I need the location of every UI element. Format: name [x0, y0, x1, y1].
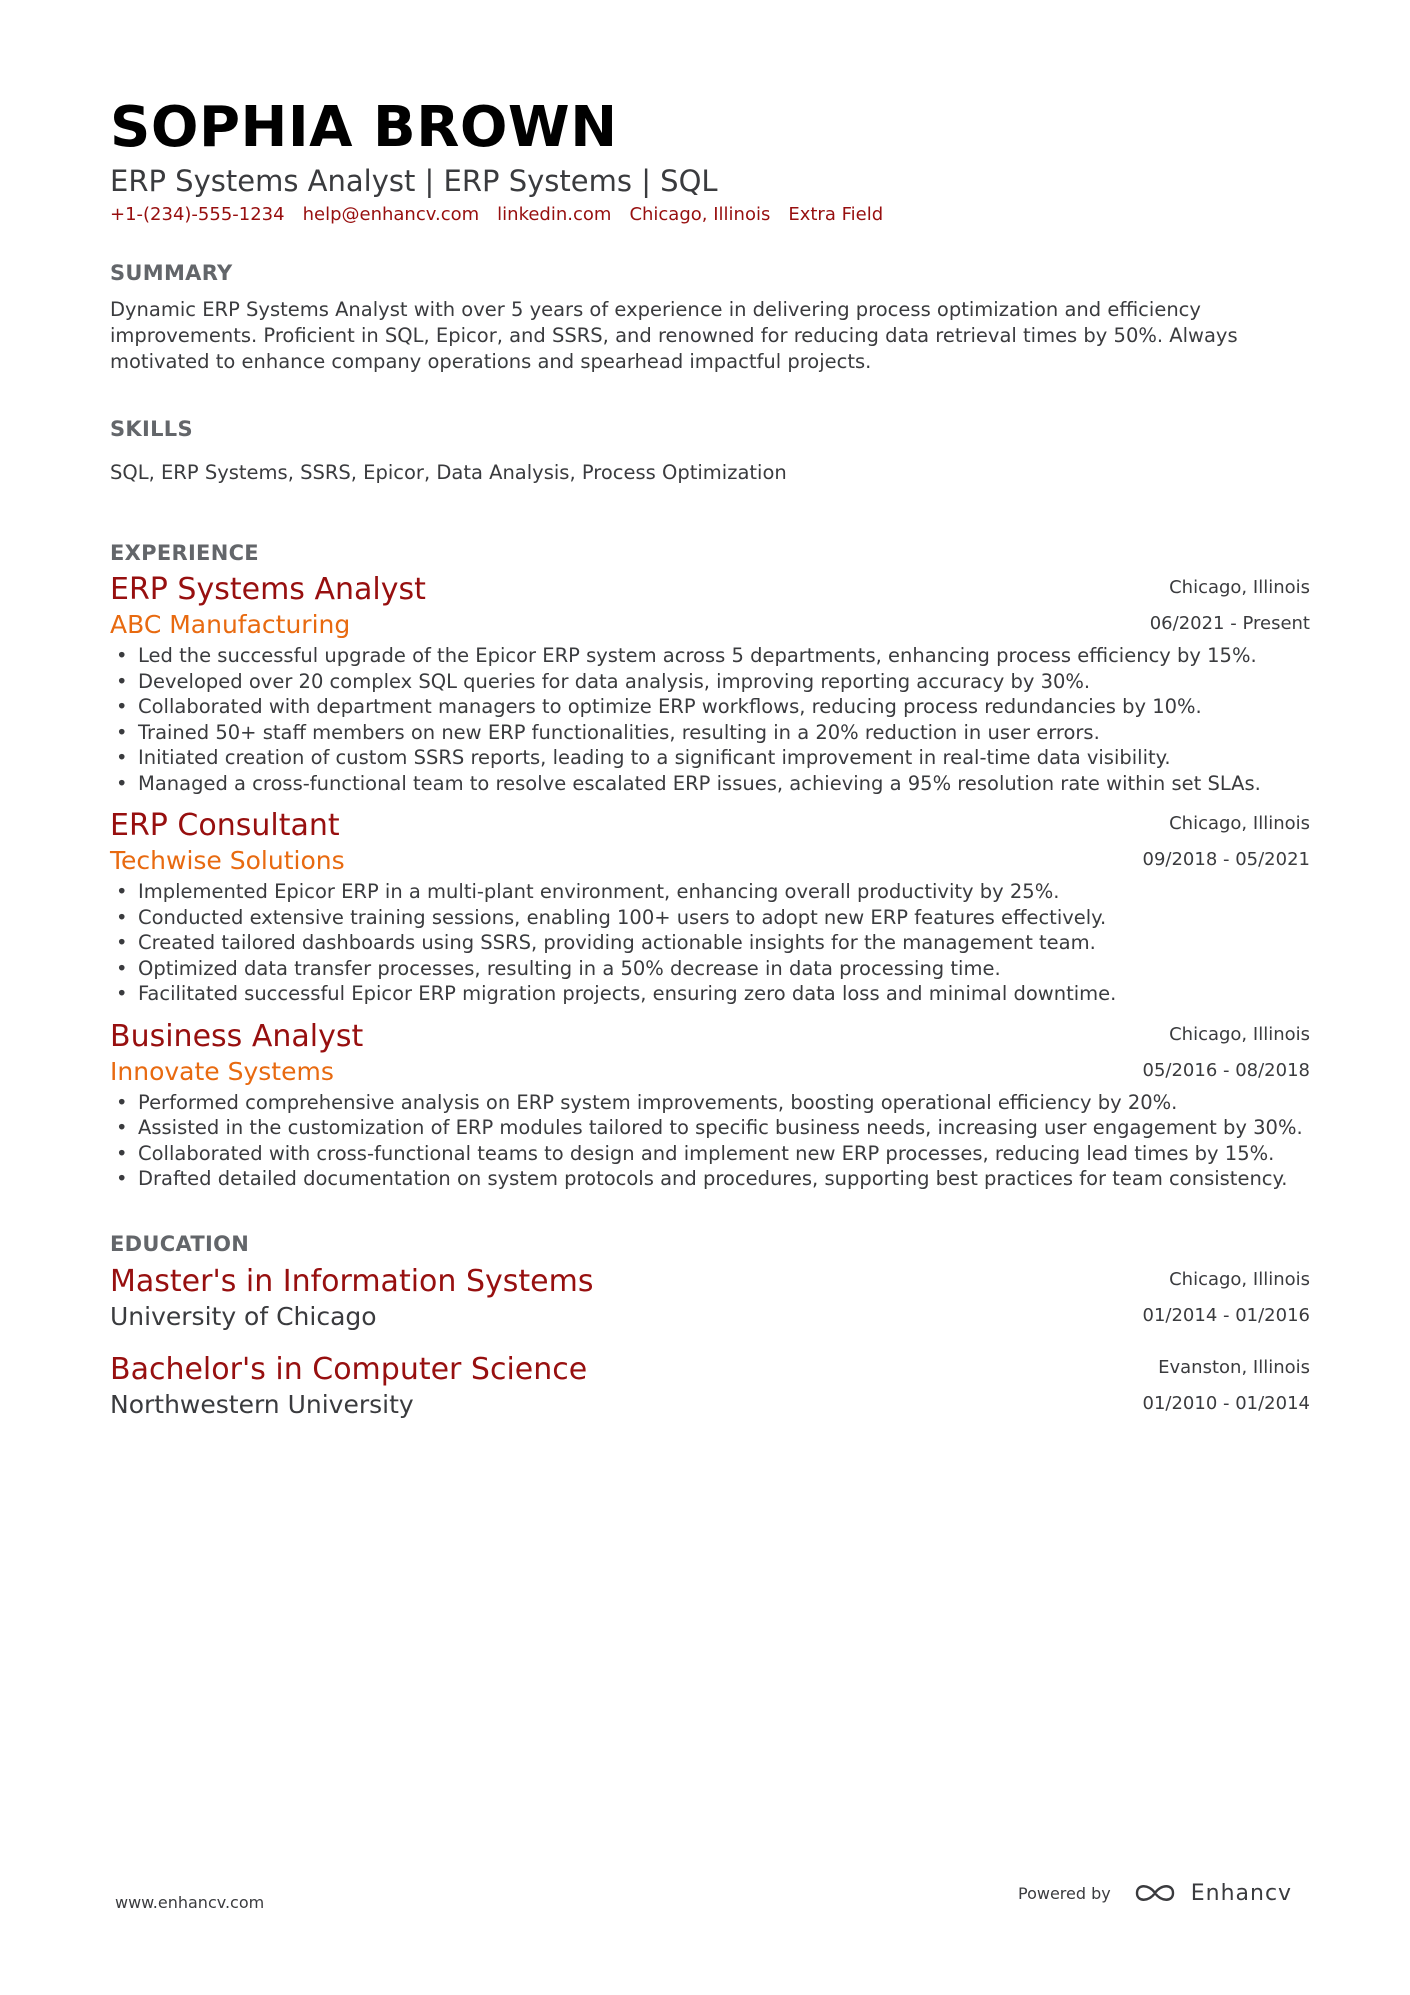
experience-entry	[110, 571, 1310, 796]
bullet-item: • Implemented Epicor ERP in a multi-plant environment, enhancing overall productivity by 25%.	[110, 879, 1310, 905]
education-section	[110, 1230, 1310, 1421]
experience-entry	[110, 1018, 1310, 1192]
bullet-item: • Initiated creation of custom SSRS reports, leading to a significant improvement in real-time data visibility.	[110, 745, 1310, 771]
entry-dates: 01/2010 - 01/2014	[1142, 1392, 1310, 1414]
bullet-item: • Assisted in the customization of ERP modules tailored to specific business needs, increasing user engagement by 30%.	[110, 1115, 1310, 1141]
resume-header	[110, 96, 1310, 227]
contact-location: Chicago, Illinois	[629, 204, 771, 225]
summary-section	[110, 259, 1310, 375]
bullet-item: • Facilitated successful Epicor ERP migration projects, ensuring zero data loss and minimal downtime.	[110, 981, 1310, 1007]
skills-text: SQL, ERP Systems, SSRS, Epicor, Data Analysis, Process Optimization	[110, 461, 787, 484]
entry-location: Evanston, Illinois	[1158, 1356, 1310, 1378]
entry-bullets	[110, 879, 1310, 1007]
experience-section	[110, 539, 1310, 1192]
entry-dates: 09/2018 - 05/2021	[1142, 849, 1310, 870]
bullet-item: • Conducted extensive training sessions, enabling 100+ users to adopt new ERP features effectively.	[110, 905, 1310, 931]
entry-role: Business Analyst	[110, 1018, 364, 1054]
brand-lockup[interactable]	[1133, 1880, 1292, 1906]
section-title-skills: SKILLS	[110, 417, 193, 441]
contact-extra-field: Extra Field	[788, 204, 884, 225]
bullet-item: • Drafted detailed documentation on system protocols and procedures, supporting best practices for team consistency.	[110, 1166, 1310, 1192]
bullet-item: • Created tailored dashboards using SSRS, providing actionable insights for the management team.	[110, 930, 1310, 956]
summary-line: improvements. Proficient in SQL, Epicor, and SSRS, and renowned for reducing data retrieval times by 50%. Always	[110, 324, 1238, 347]
bullet-item: • Trained 50+ staff members on new ERP functionalities, resulting in a 20% reduction in user errors.	[110, 720, 1310, 746]
bullet-item: • Collaborated with department managers to optimize ERP workflows, reducing process redundancies by 10%.	[110, 694, 1310, 720]
entry-company: Innovate Systems	[110, 1056, 334, 1086]
entry-degree: Bachelor's in Computer Science	[110, 1351, 588, 1387]
contact-linkedin[interactable]: linkedin.com	[497, 204, 612, 225]
summary-text	[110, 297, 1310, 375]
bullet-item: • Led the successful upgrade of the Epicor ERP system across 5 departments, enhancing process efficiency by 15%.	[110, 643, 1310, 669]
entry-dates: 05/2016 - 08/2018	[1142, 1059, 1310, 1081]
section-title-experience: EXPERIENCE	[110, 541, 259, 565]
entry-bullets	[110, 643, 1310, 796]
footer-branding	[1018, 1880, 1292, 1906]
bullet-item: • Performed comprehensive analysis on ERP system improvements, boosting operational efficiency by 20%.	[110, 1090, 1310, 1116]
skills-section	[110, 415, 1310, 486]
entry-bullets	[110, 1090, 1310, 1192]
entry-location: Chicago, Illinois	[1169, 1023, 1310, 1045]
footer-website[interactable]: www.enhancv.com	[115, 1893, 265, 1912]
entry-company: ABC Manufacturing	[110, 610, 351, 639]
resume-page	[110, 96, 1310, 1421]
entry-location: Chicago, Illinois	[1169, 1268, 1310, 1290]
experience-entry	[110, 807, 1310, 1007]
entry-degree: Master's in Information Systems	[110, 1263, 594, 1299]
powered-by-label: Powered by	[1018, 1883, 1111, 1903]
brand-name: Enhancv	[1190, 1880, 1293, 1906]
contact-list	[110, 203, 1310, 227]
candidate-headline: ERP Systems Analyst | ERP Systems | SQL	[110, 164, 718, 198]
entry-role: ERP Systems Analyst	[110, 572, 426, 607]
entry-school: Northwestern University	[110, 1389, 414, 1419]
enhancv-logo-icon	[1133, 1880, 1179, 1906]
bullet-item: • Managed a cross-functional team to resolve escalated ERP issues, achieving a 95% resolution rate within set SLAs.	[110, 771, 1310, 797]
entry-location: Chicago, Illinois	[1169, 577, 1310, 598]
entry-company: Techwise Solutions	[110, 846, 345, 875]
entry-school: University of Chicago	[110, 1301, 377, 1331]
entry-location: Chicago, Illinois	[1169, 813, 1310, 834]
section-title-education: EDUCATION	[110, 1231, 250, 1256]
bullet-item: • Developed over 20 complex SQL queries for data analysis, improving reporting accuracy by 30%.	[110, 669, 1310, 695]
contact-phone[interactable]: +1-(234)-555-1234	[110, 204, 285, 225]
contact-email[interactable]: help@enhancv.com	[302, 204, 480, 225]
bullet-item: • Collaborated with cross-functional teams to design and implement new ERP processes, reducing lead times by 15%.	[110, 1141, 1310, 1167]
entry-dates: 06/2021 - Present	[1149, 613, 1310, 634]
education-entry	[110, 1263, 1310, 1333]
section-title-summary: SUMMARY	[110, 261, 233, 285]
education-entry	[110, 1351, 1310, 1421]
summary-line: motivated to enhance company operations and spearhead impactful projects.	[110, 350, 872, 373]
summary-line: Dynamic ERP Systems Analyst with over 5 years of experience in delivering process optimization and efficiency	[110, 298, 1201, 321]
entry-role: ERP Consultant	[110, 808, 340, 843]
entry-dates: 01/2014 - 01/2016	[1142, 1304, 1310, 1326]
candidate-name: SOPHIA BROWN	[110, 95, 618, 160]
bullet-item: • Optimized data transfer processes, resulting in a 50% decrease in data processing time.	[110, 956, 1310, 982]
